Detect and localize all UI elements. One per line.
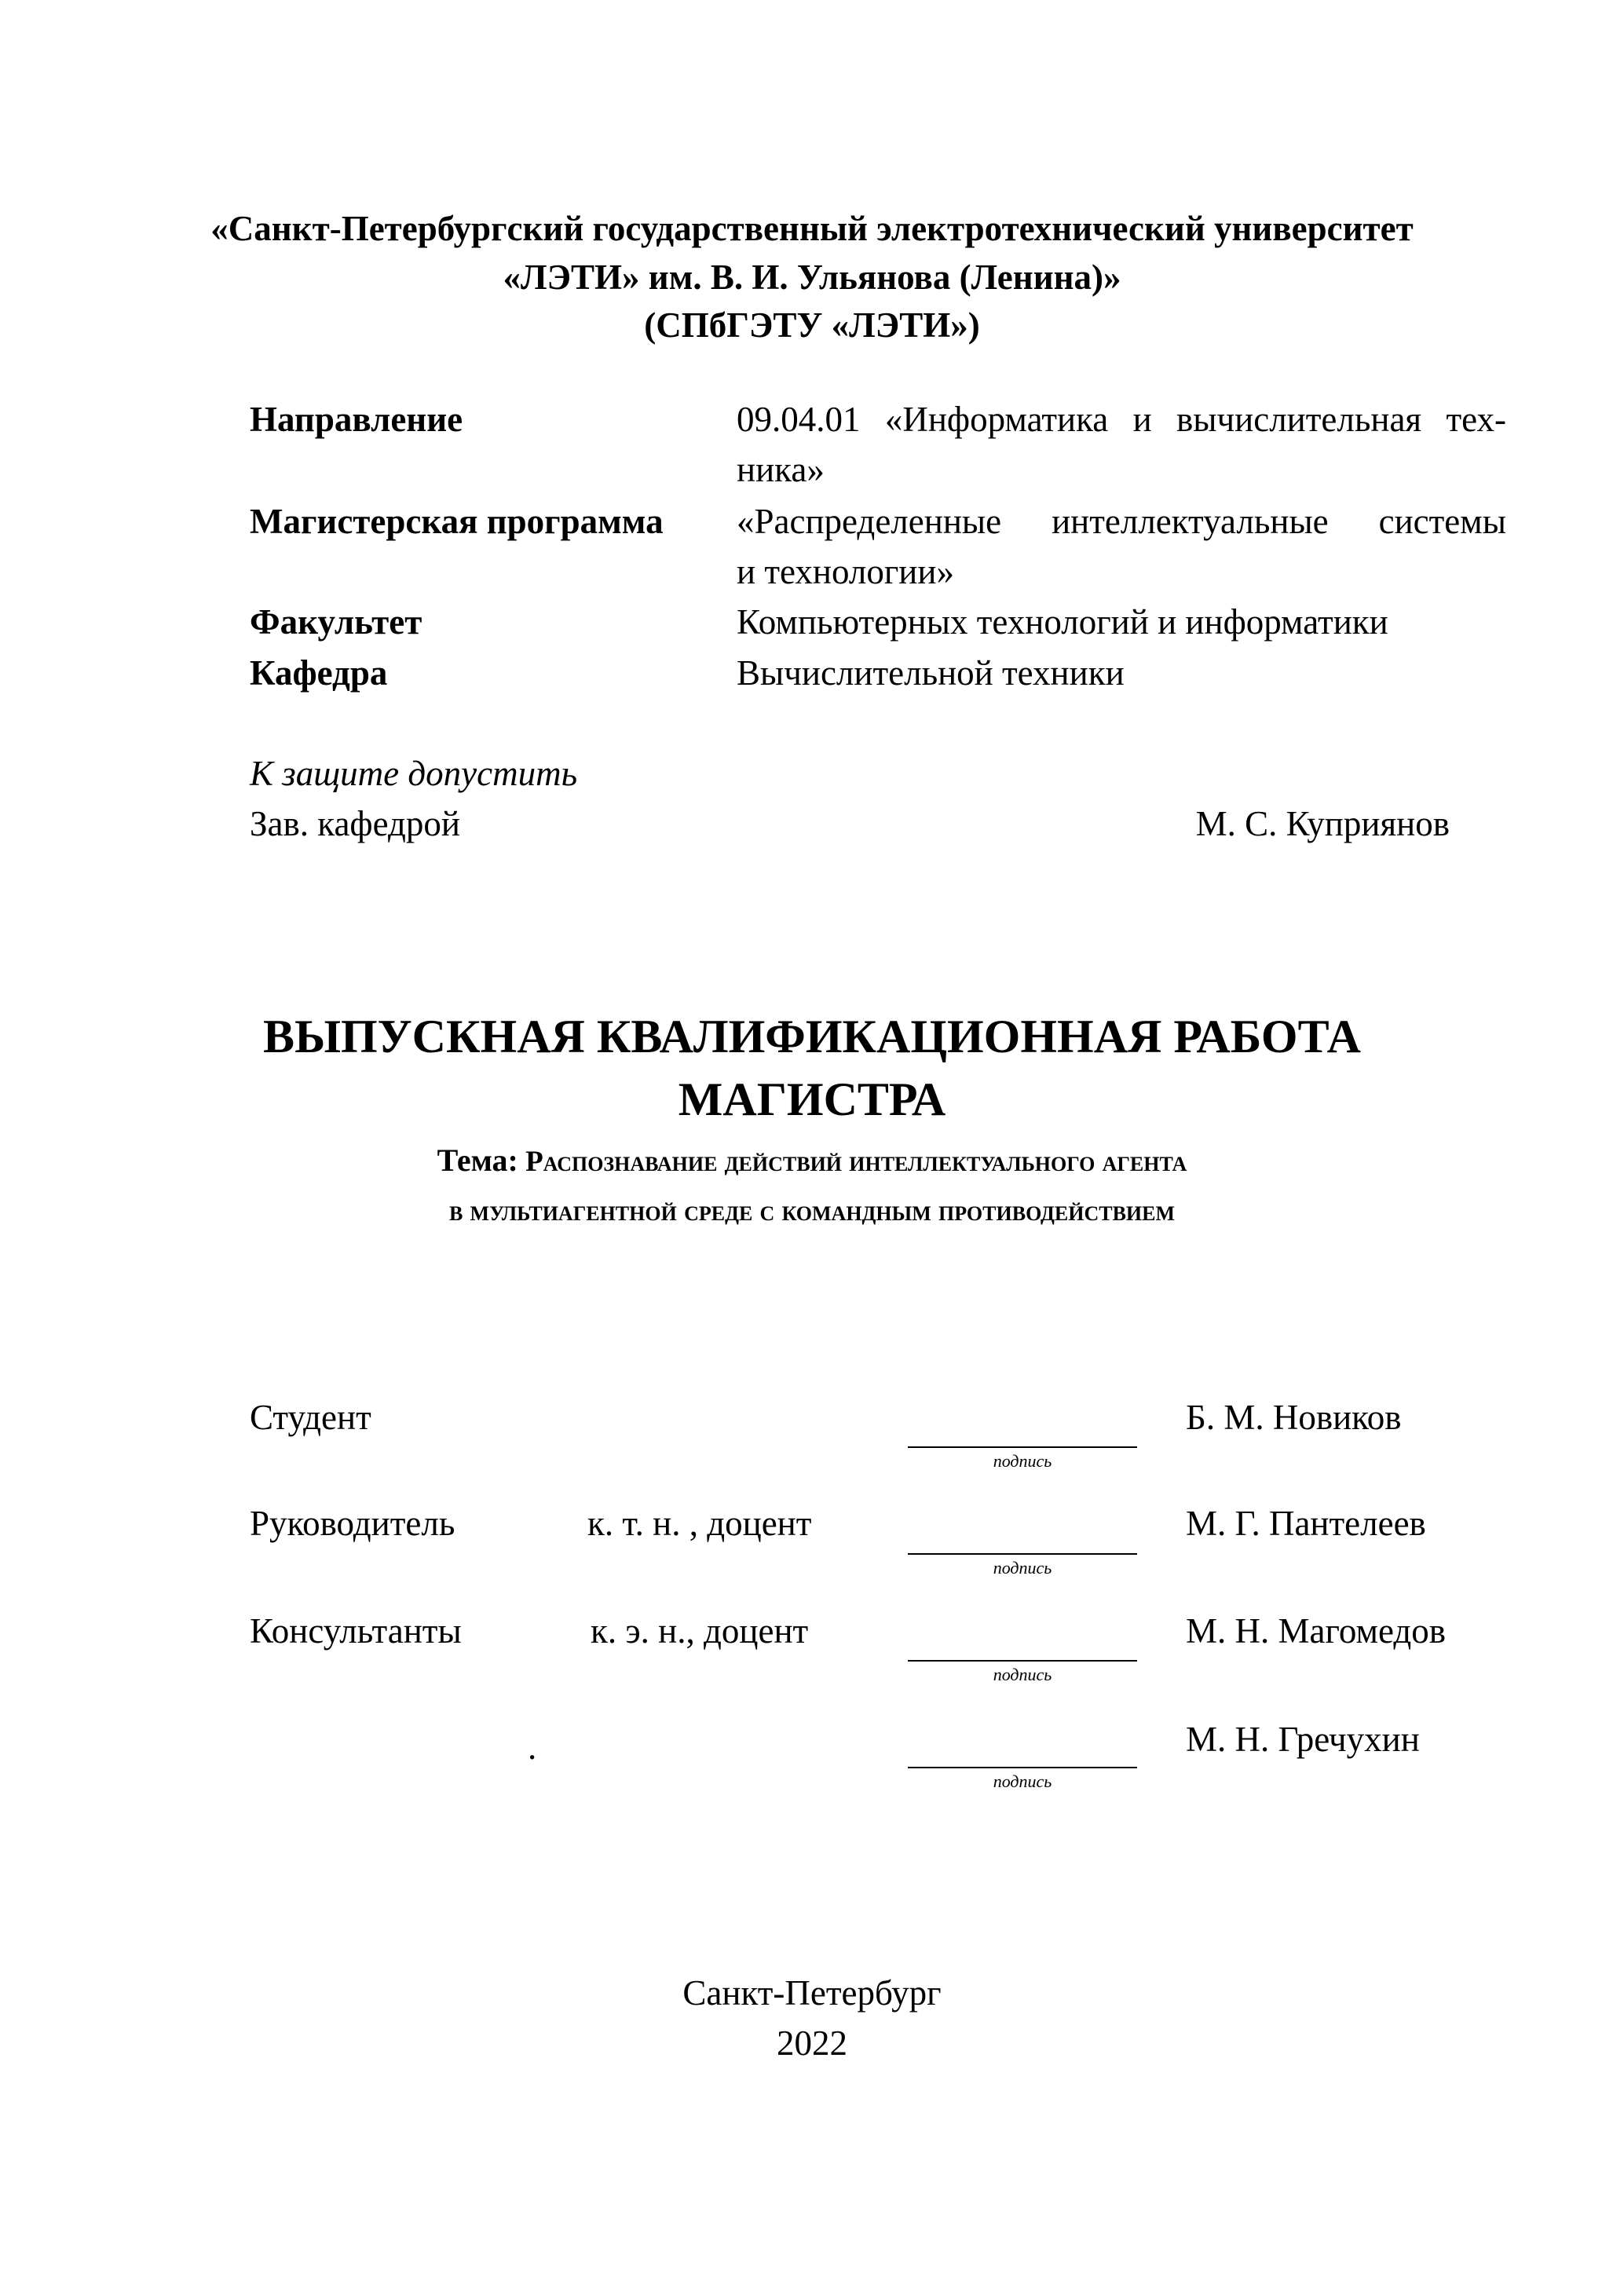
signature-name: М. Н. Гречухин [1186, 1720, 1420, 1759]
work-title-line-2: МАГИСТРА [678, 1073, 946, 1125]
signature-name: Б. М. Новиков [1186, 1398, 1402, 1437]
department-value: Вычислительной техники [737, 653, 1125, 693]
program-label: Магистерская программа [250, 502, 664, 541]
signature-line [908, 1446, 1137, 1448]
department-label: Кафедра [250, 653, 388, 693]
signature-line [908, 1767, 1137, 1768]
university-name-line-1: «Санкт-Петербургский государственный электротехнический университет [210, 209, 1414, 248]
direction-label: Направление [250, 400, 463, 439]
signature-caption: подпись [993, 1451, 1052, 1471]
theme-text-1: Распознавание действий интеллектуального агента [525, 1146, 1187, 1178]
program-value-line-2: и технологии» [737, 552, 954, 591]
signature-role: Руководитель [250, 1504, 455, 1543]
theme-line-2: в мультиагентной среде с командным противодействием [448, 1195, 1176, 1227]
signature-role: Консультанты [250, 1611, 462, 1651]
admit-to-defense: К защите допустить [250, 754, 578, 793]
year: 2022 [777, 2024, 847, 2063]
signature-name: М. Н. Магомедов [1186, 1611, 1446, 1651]
theme-label: Тема: [437, 1143, 518, 1178]
university-name-line-2: «ЛЭТИ» им. В. И. Ульянова (Ленина)» [503, 258, 1121, 297]
signature-degree: . [528, 1727, 537, 1767]
university-abbreviation: (СПбГЭТУ «ЛЭТИ») [644, 305, 980, 345]
signature-degree: к. э. н., доцент [591, 1611, 809, 1651]
signature-degree: к. т. н. , доцент [587, 1504, 812, 1543]
signature-name: М. Г. Пантелеев [1186, 1504, 1426, 1543]
signature-caption: подпись [993, 1771, 1052, 1791]
direction-value-line-1: 09.04.01 «Информатика и вычислительная тех- [737, 400, 1506, 439]
signature-role: Студент [250, 1398, 371, 1437]
head-of-department-label: Зав. кафедрой [250, 804, 460, 843]
head-of-department-name: М. С. Куприянов [1195, 804, 1450, 843]
faculty-label: Факультет [250, 602, 422, 642]
work-title-line-1: ВЫПУСКНАЯ КВАЛИФИКАЦИОННАЯ РАБОТА [263, 1011, 1361, 1062]
faculty-value: Компьютерных технологий и информатики [737, 602, 1388, 642]
signature-line [908, 1660, 1137, 1662]
direction-value-line-2: ника» [737, 450, 825, 489]
program-value-line-1: «Распределенные интеллектуальные системы [737, 502, 1506, 541]
signature-caption: подпись [993, 1558, 1052, 1578]
signature-caption: подпись [993, 1665, 1052, 1684]
city: Санкт-Петербург [682, 1973, 942, 2013]
theme-line-1 [0, 1141, 1624, 1180]
signature-line [908, 1553, 1137, 1555]
